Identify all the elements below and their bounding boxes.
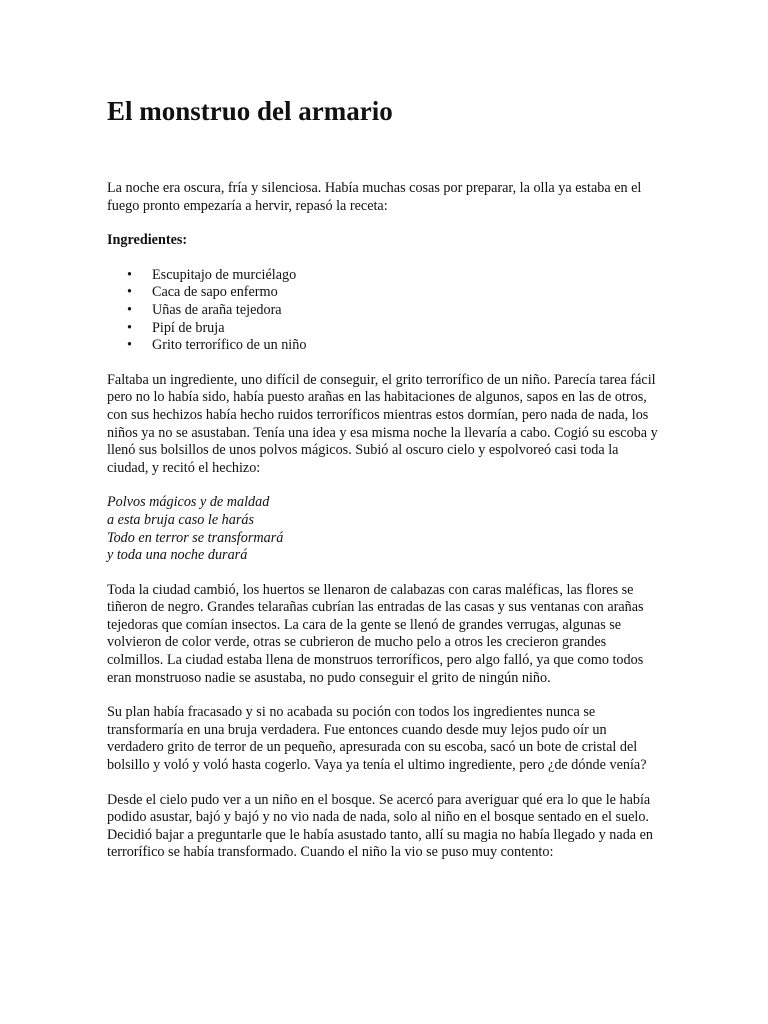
document-page xyxy=(107,92,663,862)
ingredient-text: Pipí de bruja xyxy=(152,319,225,336)
intro-paragraph: La noche era oscura, fría y silenciosa. Había muchas cosas por preparar, la olla ya estaba en el fuego pronto empezaría a hervir, repasó la receta: xyxy=(107,180,642,214)
body-paragraph-4: Desde el cielo pudo ver a un niño en el bosque. Se acercó para averiguar qué era lo que le había podido asustar, bajó y bajó y no vio nada de nada, solo al niño en el bosque sentado en el suelo. Decidió bajar a preguntarle que le había asustado tanto, allí su magia no había llegado y nada en terrorífico se había transformado. Cuando el niño la vio se puso muy contento: xyxy=(107,791,654,861)
list-item xyxy=(107,320,663,338)
list-item xyxy=(107,337,663,355)
ingredient-text: Caca de sapo enfermo xyxy=(152,284,278,301)
bullet-icon: • xyxy=(127,319,132,336)
body-paragraph-3: Su plan había fracasado y si no acabada su poción con todos los ingredientes nunca se transformaría en una bruja verdadera. Fue entonces cuando desde muy lejos pudo oír un verdadero grito de terror de un pequeño, apresurada con su escoba, sacó un bote de cristal del bolsillo y voló y voló hasta cogerlo. Vaya ya tenía el ultimo ingrediente, pero ¿de dónde venía? xyxy=(107,704,647,774)
bullet-icon: • xyxy=(127,266,132,283)
ingredients-list xyxy=(107,267,663,355)
list-item xyxy=(107,267,663,285)
body-paragraph-2: Toda la ciudad cambió, los huertos se llenaron de calabazas con caras maléficas, las flores se tiñeron de negro. Grandes telarañas cubrían las entradas de las casas y sus ventanas con arañas tejedoras que comían insectos. La cara de la gente se llenó de grandes verrugas, algunas se volvieron de color verde, otras se cubrieron de mucho pelo a otros les crecieron grandes colmillos. La ciudad estaba llena de monstruos terroríficos, pero algo falló, ya que como todos eran monstruoso nadie se asustaba, no pudo conseguir el grito de ningún niño. xyxy=(107,581,644,686)
spell-line: Todo en terror se transformará xyxy=(107,529,284,546)
spell-line: a esta bruja caso le harás xyxy=(107,511,254,528)
spell-line: Polvos mágicos y de maldad xyxy=(107,494,270,511)
ingredient-text: Uñas de araña tejedora xyxy=(152,301,282,318)
list-item xyxy=(107,284,663,302)
spell-verse xyxy=(107,494,663,564)
ingredients-heading: Ingredientes: xyxy=(107,232,188,249)
list-item xyxy=(107,302,663,320)
bullet-icon: • xyxy=(127,301,132,318)
ingredient-text: Escupitajo de murciélago xyxy=(152,266,297,283)
document-title: El monstruo del armario xyxy=(107,96,393,126)
spell-line: y toda una noche durará xyxy=(107,547,248,564)
body-paragraph-1: Faltaba un ingrediente, uno difícil de conseguir, el grito terrorífico de un niño. Parecía tarea fácil pero no lo había sido, había puesto arañas en las habitaciones de algunos, sapos en las de otros, con sus hechizos había hecho ruidos terroríficos mientras estos dormían, pero nada de nada, los niños ya no se asustaban. Tenía una idea y esa misma noche la llevaría a cabo. Cogió su escoba y llenó sus bolsillos de unos polvos mágicos. Subió al oscuro cielo y espolvoreó casi toda la ciudad, y recitó el hechizo: xyxy=(107,371,658,476)
ingredient-text: Grito terrorífico de un niño xyxy=(152,337,307,354)
bullet-icon: • xyxy=(127,284,132,301)
bullet-icon: • xyxy=(127,337,132,354)
